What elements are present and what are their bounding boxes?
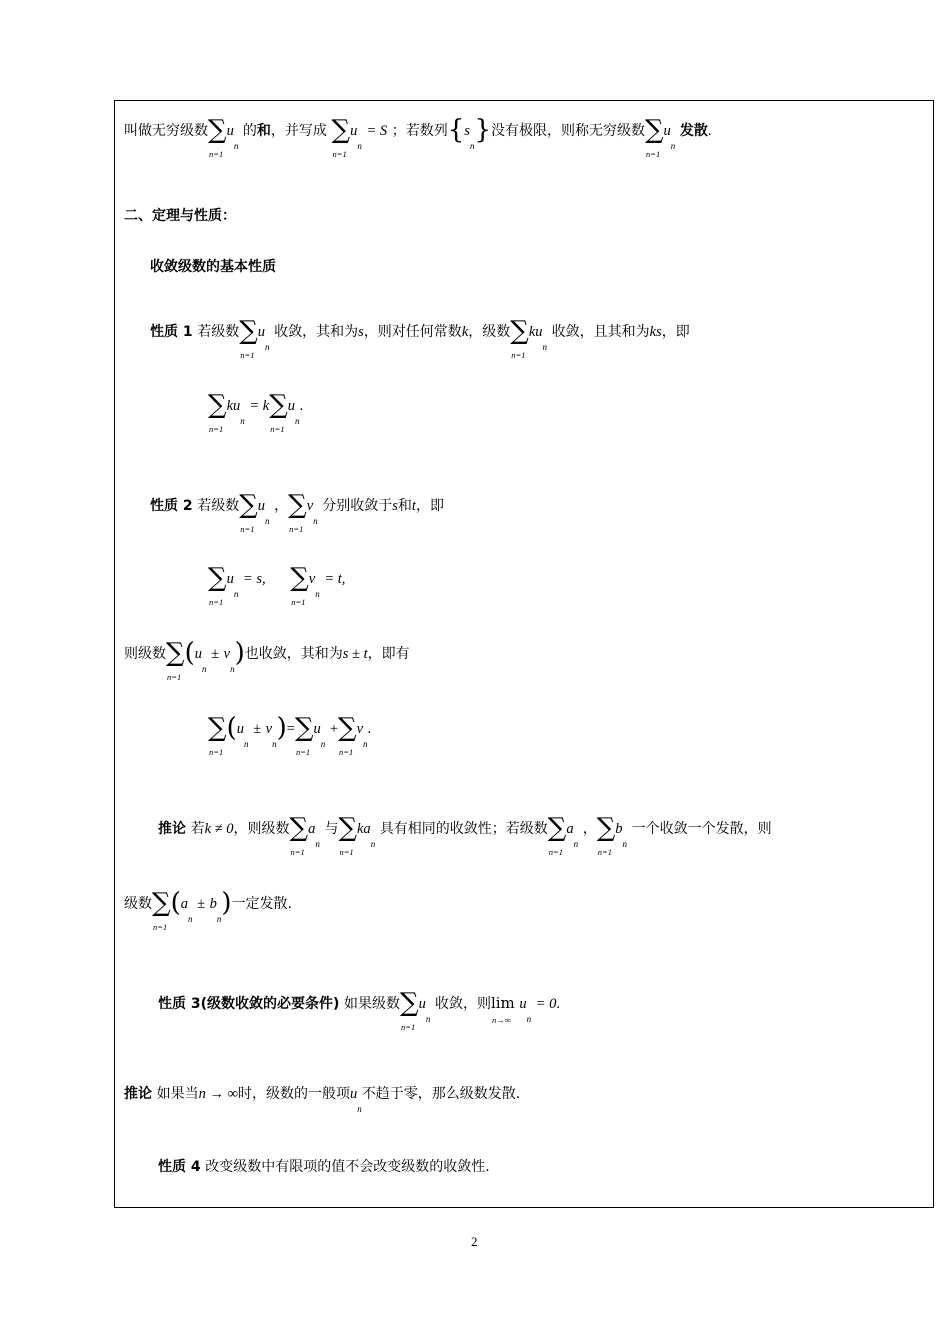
series-sum-definition-line: 叫做无穷级数∑ n=1 $u_n$ 的和，并写成 ∑ n=1 $u_n = S$ ；若数列$\{s_n\}$没有极限，则称无穷级数∑ n=1 $u_n$ 发散.: [124, 115, 712, 159]
sum-symbol: ∑ n=1: [510, 316, 529, 360]
term-divergent: 发散: [679, 123, 708, 139]
corollary-2: 推论 如果当n → ∞时，级数的一般项$u_n$不趋于零，那么级数发散.: [124, 1086, 521, 1114]
sum-symbol: ∑ n=1: [269, 390, 288, 434]
sum-symbol: ∑ n=1: [331, 115, 351, 159]
property-3: 性质 3(级数收敛的必要条件) 如果级数∑ n=1 $u_n$ 收敛，则lim n→∞ $u_n = 0$.: [158, 988, 561, 1032]
corollary-label: 推论: [124, 1086, 152, 1102]
sum-symbol: ∑ n=1: [644, 115, 664, 159]
property-2-conclusion: 则级数∑ n=1 $(u_n \pm v_n)$也收敛，其和为s ± t，即有: [124, 638, 410, 682]
text: 叫做无穷级数: [124, 123, 208, 139]
property-label: 性质 3(级数收敛的必要条件): [158, 996, 340, 1012]
sum-symbol: ∑ n=1: [239, 490, 258, 534]
corollary-1-cont: 级数∑ n=1 $(a_n \pm b_n)$一定发散.: [124, 888, 293, 932]
term-sum: 和: [256, 123, 271, 139]
property-label: 性质 1: [150, 324, 193, 340]
sum-symbol: ∑ n=1: [208, 115, 227, 159]
section-heading: 二、定理与性质：: [124, 208, 236, 224]
property-1: 性质 1 若级数∑ n=1 $u_n$ 收敛，其和为s，则对任何常数k，级数∑ n=1 $ku_n$ 收敛，且其和为ks，即: [150, 316, 690, 360]
sum-symbol: ∑ n=1: [338, 813, 357, 857]
corollary-label: 推论: [158, 821, 186, 837]
sum-symbol: ∑ n=1: [208, 713, 227, 757]
corollary-1: 推论 若k ≠ 0，则级数∑ n=1 $a_n$ 与∑ n=1 $ka_n$ 具有相同的收敛性；若级数∑ n=1 $a_n$ ，∑ n=1 $b_n$ 一个收敛一个发散，则: [158, 813, 772, 857]
subheading: 收敛级数的基本性质: [150, 259, 276, 275]
lim-symbol: lim n→∞: [490, 994, 515, 1025]
page-number: 2: [471, 1234, 478, 1249]
sum-symbol: ∑ n=1: [239, 316, 258, 360]
sum-symbol: ∑ n=1: [338, 713, 357, 757]
sum-symbol: ∑ n=1: [166, 638, 185, 682]
property-label: 性质 2: [150, 498, 193, 514]
sum-symbol: ∑ n=1: [547, 813, 567, 857]
property-2-sums: ∑ n=1 $u_n = s$, ∑ n=1 $v_n = t$,: [208, 563, 346, 607]
sum-symbol: ∑ n=1: [290, 563, 309, 607]
sum-symbol: ∑ n=1: [596, 813, 616, 857]
property-2-formula: ∑ n=1 $(u_n \pm v_n)=\sum$ n=1 $u_n$ +∑ n=1 $v_n$.: [208, 713, 372, 757]
sum-symbol: ∑ n=1: [289, 813, 309, 857]
sum-symbol: ∑ n=1: [400, 988, 419, 1032]
sum-symbol: ∑ n=1: [208, 563, 227, 607]
property-2: 性质 2 若级数∑ n=1 $u_n$ ，∑ n=1 $v_n$ 分别收敛于s和t，即: [150, 490, 444, 534]
sum-symbol: ∑ n=1: [288, 490, 307, 534]
property-4: 性质 4 改变级数中有限项的值不会改变级数的收敛性.: [158, 1159, 490, 1175]
sum-symbol: ∑ n=1: [152, 888, 171, 932]
property-label: 性质 4: [158, 1159, 201, 1175]
property-1-formula: ∑ n=1 $ku_n = k\sum$ n=1 $u_n$.: [208, 390, 304, 434]
sum-symbol: ∑ n=1: [294, 713, 314, 757]
sum-symbol: ∑ n=1: [208, 390, 227, 434]
